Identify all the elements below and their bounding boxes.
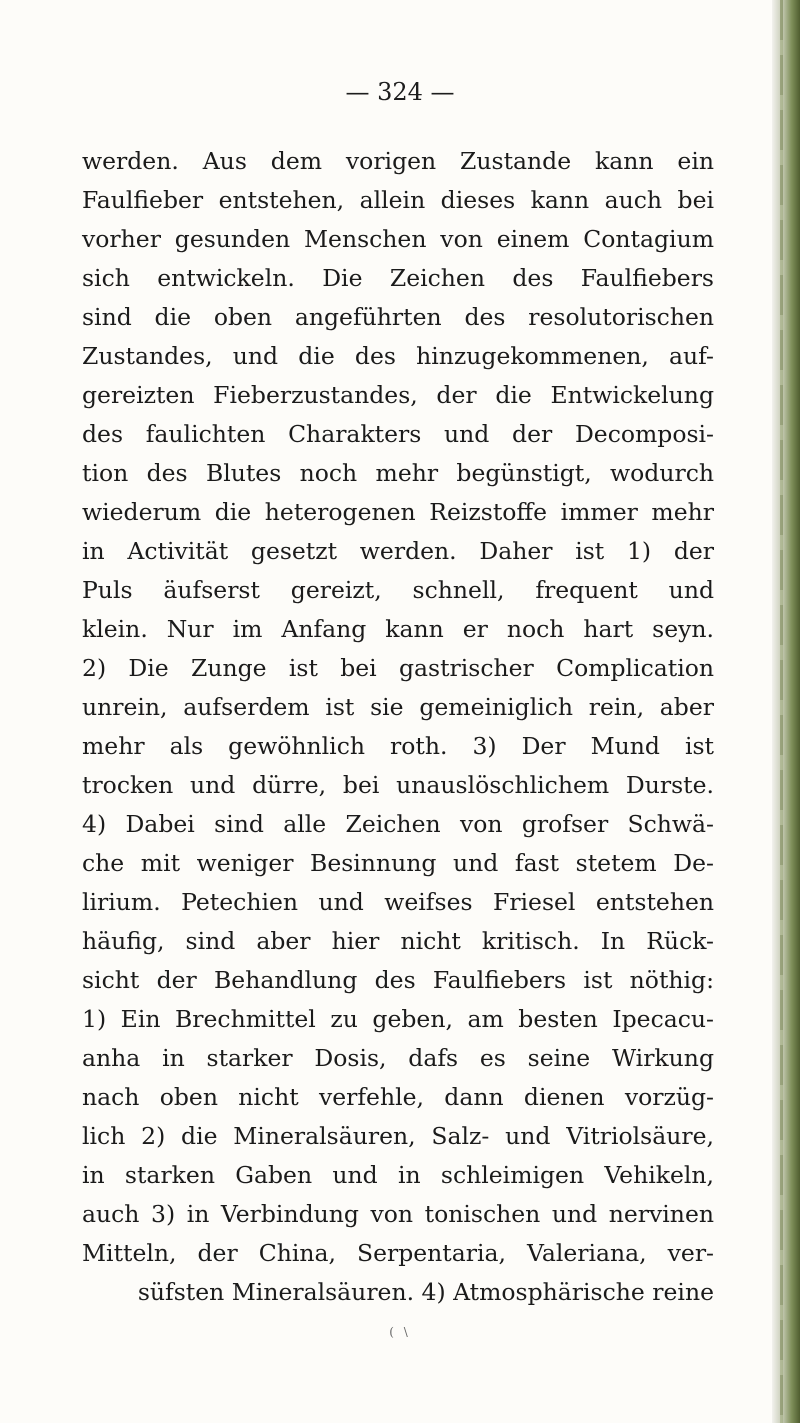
text-line: Puls äufserst gereizt, schnell, frequent und (82, 576, 714, 604)
text-line: Zustandes, und die des hinzugekommenen, auf- (82, 342, 714, 370)
text-line: wiederum die heterogenen Reizstoffe immer mehr (82, 498, 714, 526)
text-line: süfsten Mineralsäuren. 4) Atmosphärische reine (137, 1278, 714, 1306)
text-line: unrein, aufserdem ist sie gemeiniglich rein, aber (82, 693, 714, 721)
text-line: nach oben nicht verfehle, dann dienen vorzüg- (82, 1083, 714, 1111)
text-line: gereizten Fieberzustandes, der die Entwickelung (82, 381, 714, 409)
text-line: mehr als gewöhnlich roth. 3) Der Mund ist (82, 732, 714, 760)
text-line: anha in starker Dosis, dafs es seine Wirkung (82, 1044, 714, 1072)
text-line: werden. Aus dem vorigen Zustande kann ein (82, 147, 714, 175)
text-line: tion des Blutes noch mehr begünstigt, wodurch (82, 459, 714, 487)
text-line: des faulichten Charakters und der Decomposi- (82, 420, 714, 448)
page-number: — 324 — (345, 78, 455, 106)
text-line: sicht der Behandlung des Faulfiebers ist nöthig: (82, 966, 714, 994)
text-line: sind die oben angeführten des resolutorischen (82, 303, 714, 331)
text-line: in starken Gaben und in schleimigen Vehikeln, (82, 1161, 714, 1189)
body-text (82, 142, 714, 1312)
text-line: vorher gesunden Menschen von einem Contagium (82, 225, 714, 253)
text-line: che mit weniger Besinnung und fast stetem De- (82, 849, 714, 877)
text-line: 1) Ein Brechmittel zu geben, am besten Ipecacu- (82, 1005, 714, 1033)
text-line: Faulfieber entstehen, allein dieses kann auch bei (82, 186, 714, 214)
text-line: auch 3) in Verbindung von tonischen und nervinen (82, 1200, 714, 1228)
text-line: Mitteln, der China, Serpentaria, Valeriana, ver- (82, 1239, 714, 1267)
text-line: häufig, sind aber hier nicht kritisch. In Rück- (82, 927, 714, 955)
text-line: lich 2) die Mineralsäuren, Salz- und Vitriolsäure, (82, 1122, 714, 1150)
text-line: klein. Nur im Anfang kann er noch hart seyn. (82, 615, 714, 643)
page-binding-edge (772, 0, 800, 1423)
text-line: sich entwickeln. Die Zeichen des Faulfiebers (82, 264, 714, 292)
text-line: lirium. Petechien und weifses Friesel entstehen (82, 888, 714, 916)
text-line: trocken und dürre, bei unauslöschlichem Durste. (82, 771, 714, 799)
text-line: 2) Die Zunge ist bei gastrischer Complication (82, 654, 714, 682)
text-line: 4) Dabei sind alle Zeichen von grofser Schwä- (82, 810, 714, 838)
text-line: in Activität gesetzt werden. Daher ist 1) der (82, 537, 714, 565)
bottom-mark: ( \ (389, 1325, 411, 1339)
